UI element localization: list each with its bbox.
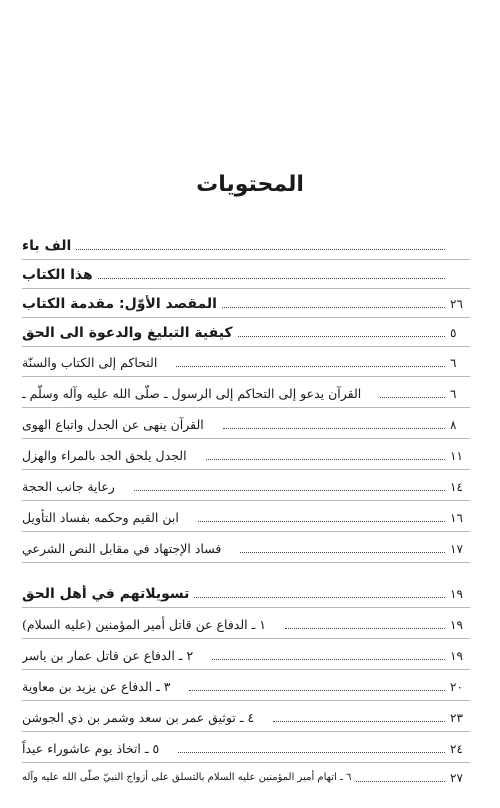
toc-entry-page: ١٩ bbox=[450, 649, 463, 663]
leader-dots bbox=[134, 489, 445, 491]
toc-entry-page: ٢٧ bbox=[450, 771, 463, 785]
leader-dots bbox=[176, 365, 445, 367]
toc-entry-page: ٢٤ bbox=[450, 742, 463, 756]
toc-entry-label: ١ ـ الدفاع عن قاتل أمير المؤمنين (عليه السلام) bbox=[22, 617, 266, 632]
divider bbox=[22, 346, 470, 347]
toc-entry-label: هذا الكتاب bbox=[22, 267, 93, 283]
toc-entry-label: ٦ ـ اتهام أمير المؤمنين عليه السلام بالتسلق على أزواج النبيّ صلّى الله عليه وآله bbox=[22, 772, 352, 783]
toc-entry-label: رعاية جانب الحجة bbox=[22, 479, 115, 494]
toc-entry bbox=[22, 381, 470, 403]
page-title: المحتويات bbox=[196, 172, 304, 197]
toc-entry bbox=[22, 536, 470, 558]
toc-entry bbox=[22, 350, 470, 372]
leader-dots bbox=[206, 458, 445, 460]
toc-entry-label: ٤ ـ توثيق عمر بن سعد وشمر بن ذي الجوشن bbox=[22, 710, 255, 725]
leader-dots bbox=[222, 306, 445, 308]
toc-entry-page: ١١ bbox=[450, 449, 463, 463]
divider bbox=[22, 669, 470, 670]
divider bbox=[22, 407, 470, 408]
divider bbox=[22, 500, 470, 501]
toc-entry-page: ١٦ bbox=[450, 511, 463, 525]
divider bbox=[22, 762, 470, 763]
toc-entry-page: ٢٣ bbox=[450, 711, 463, 725]
toc-entry-label: كيفية التبليغ والدعوة الى الحق bbox=[22, 325, 233, 341]
toc-entry-label: ٢ ـ الدفاع عن قاتل عمار بن ياسر bbox=[22, 648, 194, 663]
divider bbox=[22, 607, 470, 608]
toc-entry-page: ٢٠ bbox=[450, 680, 463, 694]
toc-entry-label: القرآن يدعو إلى التحاكم إلى الرسول ـ صلّى الله عليه وآله وسلّم ـ bbox=[22, 386, 362, 401]
toc-entry bbox=[22, 612, 470, 634]
divider bbox=[22, 259, 470, 260]
divider bbox=[22, 562, 470, 563]
toc-entry-page: ٥ bbox=[450, 326, 457, 340]
toc-entry-label: ابن القيم وحكمه بفساد التأويل bbox=[22, 510, 179, 525]
leader-dots bbox=[194, 596, 445, 598]
toc-entry bbox=[22, 765, 470, 787]
toc-entry bbox=[22, 412, 470, 434]
toc-entry-page: ١٤ bbox=[450, 480, 463, 494]
leader-dots bbox=[223, 427, 445, 429]
toc-entry bbox=[22, 581, 470, 603]
toc-entry-page: ٦ bbox=[450, 387, 457, 401]
toc-entry-label: المقصد الأوّل: مقدمة الكتاب bbox=[22, 296, 217, 312]
toc-entry bbox=[22, 320, 470, 342]
toc-entry-label: ٣ ـ الدفاع عن يزيد بن معاوية bbox=[22, 679, 171, 694]
toc-entry-label: الجدل يلحق الجد بالمراء والهزل bbox=[22, 448, 187, 463]
divider bbox=[22, 531, 470, 532]
leader-dots bbox=[380, 396, 445, 398]
divider bbox=[22, 438, 470, 439]
toc-entry-page: ١٩ bbox=[450, 618, 463, 632]
toc-entry bbox=[22, 736, 470, 758]
leader-dots bbox=[76, 248, 445, 250]
divider bbox=[22, 700, 470, 701]
toc-entry bbox=[22, 233, 470, 255]
divider bbox=[22, 317, 470, 318]
leader-dots bbox=[240, 551, 445, 553]
divider bbox=[22, 288, 470, 289]
leader-dots bbox=[178, 751, 445, 753]
toc-entry-label: تسويلاتهم في أهل الحق bbox=[22, 586, 190, 602]
toc-entry bbox=[22, 262, 470, 284]
divider bbox=[22, 376, 470, 377]
toc-entry-label: ٥ ـ اتخاذ يوم عاشوراء عيداً bbox=[22, 741, 160, 756]
toc-entry bbox=[22, 443, 470, 465]
toc-entry bbox=[22, 505, 470, 527]
toc-entry-label: الف باء bbox=[22, 238, 72, 254]
toc-entry-page: ١٩ bbox=[450, 587, 463, 601]
toc-entry-label: التحاكم إلى الكتاب والسنّة bbox=[22, 355, 158, 370]
toc-entry-label: فساد الإجتهاد في مقابل النص الشرعي bbox=[22, 541, 222, 556]
toc-entry bbox=[22, 291, 470, 313]
toc-entry bbox=[22, 474, 470, 496]
leader-dots bbox=[273, 720, 445, 722]
toc-entry-page: ٢٦ bbox=[450, 297, 463, 311]
leader-dots bbox=[98, 277, 445, 279]
toc-entry bbox=[22, 643, 470, 665]
toc-entry bbox=[22, 674, 470, 696]
leader-dots bbox=[238, 335, 445, 337]
toc-entry-page: ٨ bbox=[450, 418, 457, 432]
leader-dots bbox=[189, 689, 445, 691]
divider bbox=[22, 638, 470, 639]
toc-entry-page: ٦ bbox=[450, 356, 457, 370]
leader-dots bbox=[198, 520, 445, 522]
leader-dots bbox=[212, 658, 445, 660]
leader-dots bbox=[356, 780, 445, 782]
leader-dots bbox=[285, 627, 445, 629]
divider bbox=[22, 469, 470, 470]
toc-entry-page: ١٧ bbox=[450, 542, 463, 556]
divider bbox=[22, 731, 470, 732]
toc-entry bbox=[22, 705, 470, 727]
toc-entry-label: القرآن ينهى عن الجدل واتباع الهوى bbox=[22, 417, 204, 432]
